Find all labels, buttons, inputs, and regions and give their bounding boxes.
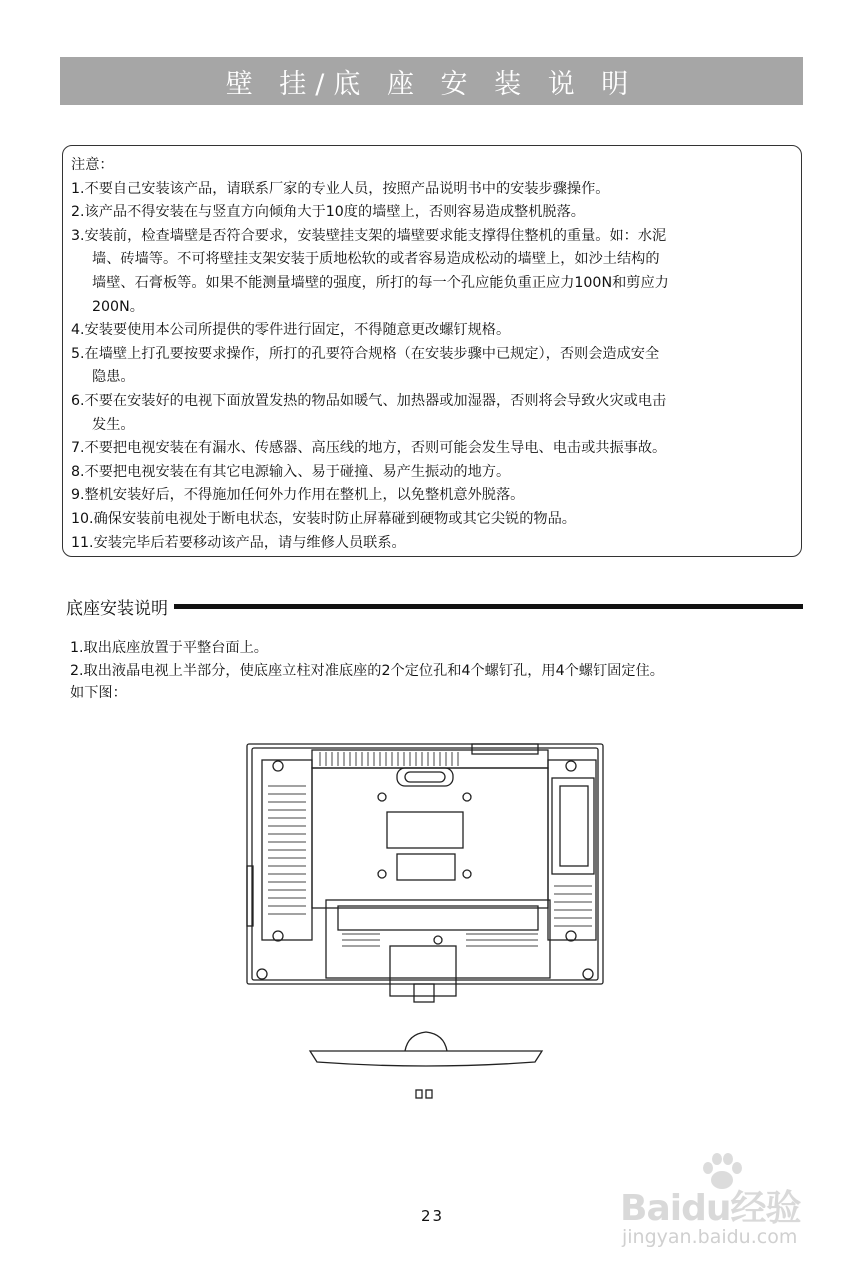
section-rule (174, 604, 803, 609)
tv-stand-diagram (240, 740, 610, 1109)
notice-item-line: 7.不要把电视安装在有漏水、传感器、高压线的地方，否则可能会发生导电、电击或共振事故。 (71, 440, 667, 457)
notice-item-line: 9.整机安装好后，不得施加任何外力作用在整机上，以免整机意外脱落。 (71, 487, 525, 504)
notice-box (62, 145, 802, 557)
page-number: 23 (420, 1207, 445, 1225)
notice-item-line: 4.安装要使用本公司所提供的零件进行固定，不得随意更改螺钉规格。 (71, 322, 511, 339)
notice-heading: 注意： (71, 157, 114, 173)
notice-item-line: 3.安装前，检查墙壁是否符合要求，安装壁挂支架的墙壁要求能支撑得住整机的重量。如：水泥 (71, 227, 667, 244)
page-title-bar (60, 57, 803, 105)
watermark-brand: Baidu经验 (620, 1188, 801, 1229)
section-title: 底座安装说明 (66, 598, 168, 619)
notice-item-line: 墙壁、石膏板等。如果不能测量墙壁的强度，所打的每一个孔应能负重正应力100N和剪应力 (92, 274, 669, 291)
baidu-watermark (612, 1150, 812, 1260)
notice-item-line: 5.在墙壁上打孔要按要求操作，所打的孔要符合规格（在安装步骤中已规定），否则会造成安全 (71, 345, 660, 362)
notice-item-line: 8.不要把电视安装在有其它电源输入、易于碰撞、易产生振动的地方。 (71, 463, 511, 480)
notice-item-line: 墙、砖墙等。不可将壁挂支架安装于质地松软的或者容易造成松动的墙壁上，如沙土结构的 (92, 251, 660, 268)
notice-item-line: 发生。 (92, 416, 135, 433)
stand-steps (70, 637, 810, 705)
notice-item-line: 11.安装完毕后若要移动该产品，请与维修人员联系。 (71, 534, 406, 551)
tv-back-illustration (240, 740, 610, 1105)
step-item: 1.取出底座放置于平整台面上。 (70, 640, 268, 656)
notice-item-line: 隐患。 (92, 369, 135, 386)
notice-item-line: 6.不要在安装好的电视下面放置发热的物品如暖气、加热器或加湿器，否则将会导致火灾或电击 (71, 392, 667, 409)
notice-item-line: 2.该产品不得安装在与竖直方向倾角大于10度的墙壁上，否则容易造成整机脱落。 (71, 204, 585, 221)
notice-item-line: 10.确保安装前电视处于断电状态，安装时防止屏幕碰到硬物或其它尖锐的物品。 (71, 510, 576, 527)
notice-list (71, 178, 791, 556)
watermark-url: jingyan.baidu.com (622, 1226, 798, 1248)
step-item: 2.取出液晶电视上半部分，使底座立柱对准底座的2个定位孔和4个螺钉孔，用4个螺钉固定住。 (70, 662, 664, 679)
step-item: 如下图： (70, 685, 127, 701)
notice-item-line: 200N。 (92, 298, 144, 315)
stand-section-heading (66, 593, 803, 619)
notice-item-line: 1.不要自己安装该产品，请联系厂家的专业人员，按照产品说明书中的安装步骤操作。 (71, 180, 610, 197)
page-title: 壁 挂/底 座 安 装 说 明 (225, 68, 638, 100)
